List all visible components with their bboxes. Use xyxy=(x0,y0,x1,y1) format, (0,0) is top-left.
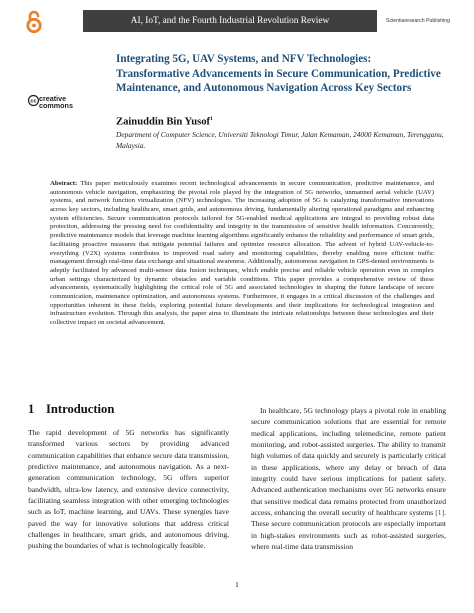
journal-title: AI, IoT, and the Fourth Industrial Revolution Review xyxy=(130,16,330,26)
body-left-column: The rapid development of 5G networks has significantly transformed various sectors by providing advanced communication capabilities that enhance secure data transmission, predictive maintenance, and autonomous navigation. As a next-generation communication technology, 5G offers superior bandwidth, ultra-low latency, and extensive device connectivity, facilitating seamless integration with other emerging technologies such as IoT, machine learning, and UAVs. These synergies have paved the way for innovative solutions that address critical challenges in healthcare, smart grids, and autonomous driving, pushing the boundaries of what is technologically feasible. xyxy=(28,428,229,551)
abstract-text: This paper meticulously examines recent technological advancements in secure communication, predictive maintenance, and autonomous vehicle navigation, emphasizing the pivotal role played by the integration of 5G networks, unmanned aerial vehicle (UAV) systems, and network function virtualization (NFV) technologies. The increasing adoption of 5G is catalyzing transformative innovations across key sectors, including healthcare, smart grids, and autonomous driving, fundamentally altering operational paradigms and enhancing system efficiencies. Secure communication protocols tailored for 5G-enabled medical applications are integral to providing robust data protection, addressing the pressing need for confidentiality and integrity in the transmission of sensitive health information. Concurrently, predictive maintenance models that leverage machine learning algorithms significantly enhance the reliability and performance of smart grids, facilitating proactive measures that mitigate potential failures and optimize resource allocation. The advent of hybrid UAV-vehicle-to-everything (V2X) systems contributes to improved road safety and monitoring capabilities, thereby enabling more efficient traffic management through real-time data exchange and situational awareness. Additionally, autonomous navigation in GPS-denied environments is adeptly facilitated by advanced multi-sensor data fusion techniques, which enable precise and reliable vehicle operation even in complex urban settings characterized by dynamic obstacles and variable conditions. This paper provides a comprehensive review of these advancements, systematically highlighting the critical role of 5G and associated technologies in shaping the future landscape of secure communication, maintenance optimization, and autonomous systems. Furthermore, it engages in a critical discussion of the challenges and opportunities inherent in these fields, exploring potential future developments and their implications for technological integration and infrastructure evolution. Through this analysis, the paper aims to illuminate the intricate relationships between these technologies and their collective impact on societal advancement. xyxy=(50,180,435,326)
author-name xyxy=(116,113,213,129)
abstract-label: Abstract: xyxy=(50,180,78,187)
abstract xyxy=(50,180,434,328)
publisher-name: Scientiaresearch Publishing xyxy=(386,18,451,24)
author-affiliation: Department of Computer Science, Universiti Teknologi Timur, Jalan Kemaman, 24000 Kemaman, Terengganu, Malaysia. xyxy=(116,130,444,150)
svg-text:cc: cc xyxy=(30,98,37,105)
author-name-text: Zainuddin Bin Yusof xyxy=(116,116,211,128)
right-column-text-cont: . These secure communication protocols are especially important in high-stakes environments such as robot-assisted surgeries, where real-time data transmission xyxy=(251,508,446,552)
section-title: Introduction xyxy=(46,402,115,416)
page-number: 1 xyxy=(235,580,239,589)
section-number: 1 xyxy=(28,402,35,416)
author-affiliation-marker: 1 xyxy=(210,116,213,122)
open-access-icon xyxy=(23,10,45,34)
citation-link[interactable]: [1] xyxy=(435,508,445,518)
paper-title: Integrating 5G, UAV Systems, and NFV Technologies: Transformative Advancements in Secure Communication, Predictive Maintenance, and Autonomous Navigation Across Key Sectors xyxy=(116,53,441,95)
body-right-column xyxy=(251,405,446,552)
right-column-text: In healthcare, 5G technology plays a pivotal role in enabling secure communication solutions that are essential for remote medical applications, including telemedicine, remote patient monitoring, and robot-assisted surgeries. The ability to transmit high volumes of data quickly and securely is particularly critical in these applications, where any delay or breach of data integrity could have serious implications for patient safety. Advanced authentication mechanisms over 5G networks ensure that sensitive medical data remains protected from unauthorized access, enhancing the overall security of healthcare systems xyxy=(251,406,446,518)
creative-commons-wordmark: creative commons xyxy=(39,94,73,110)
